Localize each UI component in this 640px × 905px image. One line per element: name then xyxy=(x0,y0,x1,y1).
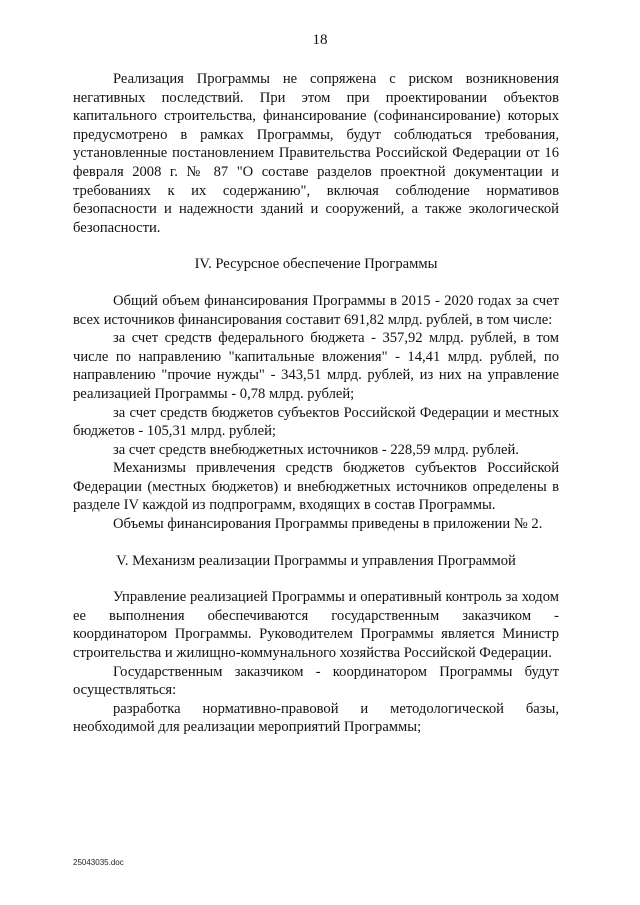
section-4-paragraph: за счет средств внебюджетных источников - 228,59 млрд. рублей. xyxy=(113,441,519,458)
document-body xyxy=(73,70,559,737)
intro-paragraph: Реализация Программы не сопряжена с риском возникновения негативных последствий. При этом при проектировании объектов капитального строительства, финансирование (софинансирование) которых предусмотрено в рамках Программы, будут соблюдаться требования, установленные постановлением Правительства Российской Федерации от 16 февраля 2008 г. № 87 "О составе разделов проектной документации и требованиях к их содержанию", включая соблюдение нормативов безопасности и надежности зданий и сооружений, а также экологической безопасности. xyxy=(73,71,559,236)
section-5-paragraph: разработка нормативно-правовой и методологической базы, необходимой для реализации мероприятий Программы; xyxy=(73,700,559,736)
spacer xyxy=(73,274,559,292)
section-5-paragraph: Управление реализацией Программы и оперативный контроль за ходом ее выполнения обеспечиваются государственным заказчиком - координатором Программы. Руководителем Программы является Министр строительства и жилищно-коммунального хозяйства Российской Федерации. xyxy=(73,589,559,662)
footer-file-name: 25043035.doc xyxy=(73,858,124,867)
section-4-paragraph: Общий объем финансирования Программы в 2015 - 2020 годах за счет всех источников финансирования составит 691,82 млрд. рублей, в том числе: xyxy=(73,292,559,328)
spacer xyxy=(73,570,559,588)
spacer xyxy=(73,534,559,552)
section-5-paragraph: Государственным заказчиком - координатором Программы будут осуществляться: xyxy=(73,663,559,699)
section-4-paragraph: за счет средств федерального бюджета - 357,92 млрд. рублей, в том числе по направлению "капитальные вложения" - 14,41 млрд. рублей, по направлению "прочие нужды" - 343,51 млрд. рублей, из них на управление реализацией Программы - 0,78 млрд. рублей; xyxy=(73,330,559,402)
section-4-heading: IV. Ресурсное обеспечение Программы xyxy=(194,256,438,273)
section-4-paragraph: Механизмы привлечения средств бюджетов субъектов Российской Федерации (местных бюджетов) и внебюджетных источников определены в разделе IV каждой из подпрограмм, входящих в состав Программы. xyxy=(73,460,559,514)
section-4-paragraph: Объемы финансирования Программы приведены в приложении № 2. xyxy=(113,516,543,533)
spacer xyxy=(73,237,559,255)
section-5-heading: V. Механизм реализации Программы и управления Программой xyxy=(116,552,516,569)
section-4-paragraph: за счет средств бюджетов субъектов Российской Федерации и местных бюджетов - 105,31 млрд. рублей; xyxy=(73,404,559,440)
page-number: 18 xyxy=(312,32,328,48)
